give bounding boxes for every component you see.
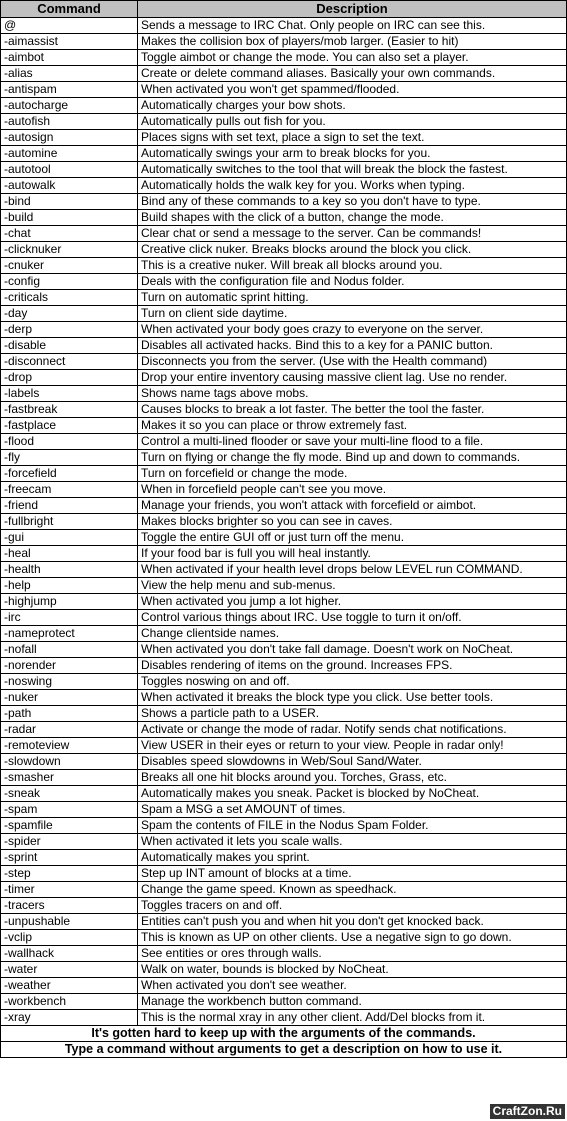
description-cell: Disconnects you from the server. (Use with the Health command) [138, 354, 567, 370]
description-cell: Makes the collision box of players/mob larger. (Easier to hit) [138, 34, 567, 50]
table-row [1, 274, 567, 290]
command-cell: -heal [1, 546, 138, 562]
command-cell: @ [1, 18, 138, 34]
table-row [1, 946, 567, 962]
table-row [1, 546, 567, 562]
table-row [1, 690, 567, 706]
table-row [1, 178, 567, 194]
command-cell: -irc [1, 610, 138, 626]
description-cell: See entities or ores through walls. [138, 946, 567, 962]
command-cell: -fastplace [1, 418, 138, 434]
description-cell: When activated it breaks the block type you click. Use better tools. [138, 690, 567, 706]
command-cell: -spider [1, 834, 138, 850]
description-cell: Disables rendering of items on the ground. Increases FPS. [138, 658, 567, 674]
table-row [1, 162, 567, 178]
command-cell: -antispam [1, 82, 138, 98]
command-cell: -path [1, 706, 138, 722]
description-cell: Toggles tracers on and off. [138, 898, 567, 914]
command-cell: -noswing [1, 674, 138, 690]
table-row [1, 802, 567, 818]
command-cell: -tracers [1, 898, 138, 914]
command-cell: -autosign [1, 130, 138, 146]
table-row [1, 82, 567, 98]
description-cell: This is known as UP on other clients. Use a negative sign to go down. [138, 930, 567, 946]
command-cell: -bind [1, 194, 138, 210]
description-cell: Makes it so you can place or throw extremely fast. [138, 418, 567, 434]
command-cell: -unpushable [1, 914, 138, 930]
command-cell: -aimbot [1, 50, 138, 66]
command-cell: -nuker [1, 690, 138, 706]
command-cell: -help [1, 578, 138, 594]
command-cell: -radar [1, 722, 138, 738]
table-row [1, 674, 567, 690]
command-cell: -freecam [1, 482, 138, 498]
table-row [1, 914, 567, 930]
command-cell: -flood [1, 434, 138, 450]
command-cell: -sneak [1, 786, 138, 802]
command-cell: -config [1, 274, 138, 290]
table-row [1, 530, 567, 546]
table-row [1, 226, 567, 242]
table-body [1, 18, 567, 1026]
table-row [1, 514, 567, 530]
description-cell: Toggle aimbot or change the mode. You can also set a player. [138, 50, 567, 66]
description-cell: Toggles noswing on and off. [138, 674, 567, 690]
description-cell: When in forcefield people can't see you move. [138, 482, 567, 498]
table-row [1, 370, 567, 386]
command-cell: -vclip [1, 930, 138, 946]
description-cell: Entities can't push you and when hit you don't get knocked back. [138, 914, 567, 930]
command-cell: -health [1, 562, 138, 578]
command-cell: -nofall [1, 642, 138, 658]
description-cell: Change clientside names. [138, 626, 567, 642]
table-row [1, 18, 567, 34]
table-row [1, 434, 567, 450]
table-row [1, 834, 567, 850]
table-row [1, 1010, 567, 1026]
table-row [1, 610, 567, 626]
description-cell: Automatically holds the walk key for you. Works when typing. [138, 178, 567, 194]
table-row [1, 322, 567, 338]
description-cell: Makes blocks brighter so you can see in caves. [138, 514, 567, 530]
command-cell: -fly [1, 450, 138, 466]
description-cell: When activated you won't get spammed/flooded. [138, 82, 567, 98]
description-cell: When activated you don't see weather. [138, 978, 567, 994]
table-row [1, 994, 567, 1010]
description-cell: Step up INT amount of blocks at a time. [138, 866, 567, 882]
command-cell: -disable [1, 338, 138, 354]
description-cell: Automatically swings your arm to break blocks for you. [138, 146, 567, 162]
description-cell: This is the normal xray in any other client. Add/Del blocks from it. [138, 1010, 567, 1026]
table-row [1, 130, 567, 146]
description-cell: Breaks all one hit blocks around you. Torches, Grass, etc. [138, 770, 567, 786]
command-cell: -chat [1, 226, 138, 242]
table-row [1, 594, 567, 610]
description-cell: Automatically charges your bow shots. [138, 98, 567, 114]
description-cell: Shows name tags above mobs. [138, 386, 567, 402]
table-row [1, 338, 567, 354]
description-cell: Build shapes with the click of a button, change the mode. [138, 210, 567, 226]
command-cell: -fastbreak [1, 402, 138, 418]
command-cell: -smasher [1, 770, 138, 786]
table-row [1, 786, 567, 802]
table-row [1, 642, 567, 658]
description-cell: Automatically pulls out fish for you. [138, 114, 567, 130]
table-row [1, 706, 567, 722]
description-cell: Drop your entire inventory causing massive client lag. Use no render. [138, 370, 567, 386]
table-row [1, 242, 567, 258]
header-row [1, 1, 567, 18]
command-cell: -sprint [1, 850, 138, 866]
description-cell: Turn on flying or change the fly mode. Bind up and down to commands. [138, 450, 567, 466]
description-cell: This is a creative nuker. Will break all blocks around you. [138, 258, 567, 274]
description-cell: Bind any of these commands to a key so you don't have to type. [138, 194, 567, 210]
description-cell: Automatically makes you sprint. [138, 850, 567, 866]
table-row [1, 626, 567, 642]
command-cell: -drop [1, 370, 138, 386]
command-cell: -norender [1, 658, 138, 674]
description-cell: When activated you don't take fall damage. Doesn't work on NoCheat. [138, 642, 567, 658]
description-cell: Causes blocks to break a lot faster. The better the tool the faster. [138, 402, 567, 418]
command-cell: -nameprotect [1, 626, 138, 642]
footer-row [1, 1026, 567, 1042]
footer-row [1, 1042, 567, 1058]
table-row [1, 50, 567, 66]
table-row [1, 194, 567, 210]
table-row [1, 562, 567, 578]
table-row [1, 866, 567, 882]
command-cell: -weather [1, 978, 138, 994]
command-cell: -friend [1, 498, 138, 514]
table-row [1, 498, 567, 514]
table-row [1, 418, 567, 434]
description-cell: Manage the workbench button command. [138, 994, 567, 1010]
command-cell: -disconnect [1, 354, 138, 370]
header-command: Command [1, 1, 138, 18]
command-cell: -criticals [1, 290, 138, 306]
command-cell: -forcefield [1, 466, 138, 482]
command-cell: -gui [1, 530, 138, 546]
table-row [1, 466, 567, 482]
table-row [1, 658, 567, 674]
table-row [1, 578, 567, 594]
table-row [1, 738, 567, 754]
command-cell: -workbench [1, 994, 138, 1010]
command-cell: -autotool [1, 162, 138, 178]
command-cell: -spamfile [1, 818, 138, 834]
command-cell: -alias [1, 66, 138, 82]
table-row [1, 882, 567, 898]
description-cell: Manage your friends, you won't attack with forcefield or aimbot. [138, 498, 567, 514]
command-cell: -automine [1, 146, 138, 162]
description-cell: Disables all activated hacks. Bind this to a key for a PANIC button. [138, 338, 567, 354]
footer-line-2: Type a command without arguments to get a description on how to use it. [1, 1042, 567, 1058]
table-row [1, 290, 567, 306]
header-description: Description [138, 1, 567, 18]
description-cell: When activated if your health level drops below LEVEL run COMMAND. [138, 562, 567, 578]
table-row [1, 978, 567, 994]
description-cell: Automatically makes you sneak. Packet is blocked by NoCheat. [138, 786, 567, 802]
command-cell: -highjump [1, 594, 138, 610]
table-row [1, 402, 567, 418]
description-cell: Creative click nuker. Breaks blocks around the block you click. [138, 242, 567, 258]
command-cell: -autowalk [1, 178, 138, 194]
watermark: CraftZon.Ru [490, 1104, 565, 1119]
command-cell: -autofish [1, 114, 138, 130]
description-cell: Create or delete command aliases. Basically your own commands. [138, 66, 567, 82]
command-cell: -autocharge [1, 98, 138, 114]
description-cell: Activate or change the mode of radar. Notify sends chat notifications. [138, 722, 567, 738]
table-row [1, 34, 567, 50]
description-cell: Clear chat or send a message to the server. Can be commands! [138, 226, 567, 242]
description-cell: Walk on water, bounds is blocked by NoCheat. [138, 962, 567, 978]
description-cell: Control a multi-lined flooder or save your multi-line flood to a file. [138, 434, 567, 450]
description-cell: When activated you jump a lot higher. [138, 594, 567, 610]
description-cell: Automatically switches to the tool that will break the block the fastest. [138, 162, 567, 178]
table-row [1, 210, 567, 226]
description-cell: Disables speed slowdowns in Web/Soul Sand/Water. [138, 754, 567, 770]
description-cell: Shows a particle path to a USER. [138, 706, 567, 722]
description-cell: Spam the contents of FILE in the Nodus Spam Folder. [138, 818, 567, 834]
table-row [1, 114, 567, 130]
command-cell: -step [1, 866, 138, 882]
table-row [1, 754, 567, 770]
table-row [1, 354, 567, 370]
command-cell: -clicknuker [1, 242, 138, 258]
command-cell: -xray [1, 1010, 138, 1026]
description-cell: View USER in their eyes or return to your view. People in radar only! [138, 738, 567, 754]
description-cell: Places signs with set text, place a sign to set the text. [138, 130, 567, 146]
command-cell: -water [1, 962, 138, 978]
table-row [1, 482, 567, 498]
table-row [1, 898, 567, 914]
command-cell: -derp [1, 322, 138, 338]
description-cell: Change the game speed. Known as speedhack. [138, 882, 567, 898]
table-row [1, 306, 567, 322]
command-cell: -cnuker [1, 258, 138, 274]
table-row [1, 818, 567, 834]
command-cell: -labels [1, 386, 138, 402]
description-cell: Turn on forcefield or change the mode. [138, 466, 567, 482]
command-cell: -slowdown [1, 754, 138, 770]
description-cell: Sends a message to IRC Chat. Only people on IRC can see this. [138, 18, 567, 34]
table-row [1, 722, 567, 738]
description-cell: Toggle the entire GUI off or just turn off the menu. [138, 530, 567, 546]
description-cell: Spam a MSG a set AMOUNT of times. [138, 802, 567, 818]
description-cell: Turn on client side daytime. [138, 306, 567, 322]
command-cell: -timer [1, 882, 138, 898]
description-cell: Deals with the configuration file and Nodus folder. [138, 274, 567, 290]
table-row [1, 258, 567, 274]
command-cell: -wallhack [1, 946, 138, 962]
command-cell: -spam [1, 802, 138, 818]
table-row [1, 386, 567, 402]
command-cell: -build [1, 210, 138, 226]
table-row [1, 146, 567, 162]
command-cell: -fullbright [1, 514, 138, 530]
command-cell: -day [1, 306, 138, 322]
footer-line-1: It's gotten hard to keep up with the arguments of the commands. [1, 1026, 567, 1042]
description-cell: View the help menu and sub-menus. [138, 578, 567, 594]
table-row [1, 962, 567, 978]
description-cell: Control various things about IRC. Use toggle to turn it on/off. [138, 610, 567, 626]
table-row [1, 66, 567, 82]
description-cell: If your food bar is full you will heal instantly. [138, 546, 567, 562]
description-cell: Turn on automatic sprint hitting. [138, 290, 567, 306]
table-row [1, 930, 567, 946]
command-cell: -aimassist [1, 34, 138, 50]
table-row [1, 450, 567, 466]
description-cell: When activated your body goes crazy to everyone on the server. [138, 322, 567, 338]
description-cell: When activated it lets you scale walls. [138, 834, 567, 850]
table-row [1, 850, 567, 866]
command-cell: -remoteview [1, 738, 138, 754]
table-row [1, 770, 567, 786]
table-row [1, 98, 567, 114]
